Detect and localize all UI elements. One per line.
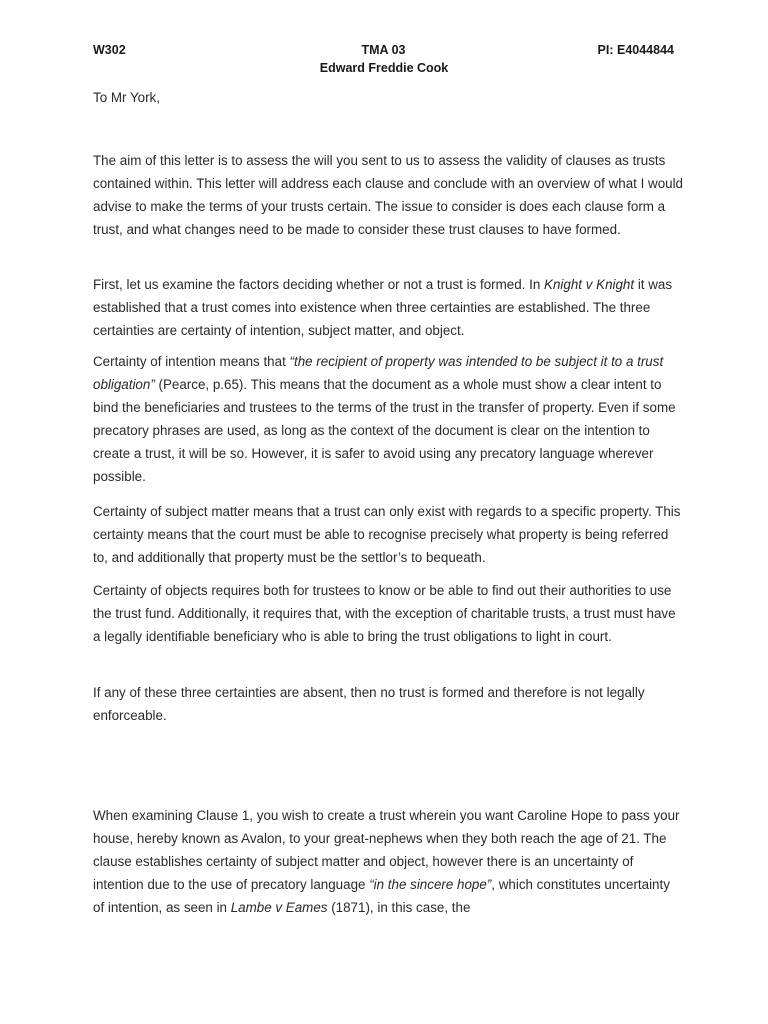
salutation [93,86,683,109]
paragraph-text: First, let us examine the factors deciding whether or not a trust is formed. In Knight v Knight it was established that a trust comes into existence when three certainties are established. The three certainties are certainty of intention, subject matter, and object. [93,277,673,338]
personal-identifier: PI: E4044844 [597,43,674,57]
paragraph-text: When examining Clause 1, you wish to create a trust wherein you want Caroline Hope to pass your house, hereby known as Avalon, to your great-nephews when they both reach the age of 21. The clause establishes certainty of subject matter and object, however there is an uncertainty of intention due to the use of precatory language “in the sincere hope”, which constitutes uncertainty of intention, as seen in Lambe v Eames (1871), in this case, the [93,808,680,915]
paragraph-text: Certainty of objects requires both for trustees to know or be able to find out their authorities to use the trust fund. Additionally, it requires that, with the exception of charitable trusts, a trust must have a legally identifiable beneficiary who is able to bring the trust obligations to light in court. [93,583,676,644]
paragraph-subject-matter [93,500,683,569]
quotation: “the recipient of property was intended to be subject it to a trust obligation” [93,354,664,392]
course-code: W302 [93,43,126,57]
paragraph-text: If any of these three certainties are absent, then no trust is formed and therefore is not legally enforceable. [93,685,645,723]
paragraph-objects [93,579,683,648]
quotation: “in the sincere hope” [369,877,492,892]
assignment-id: TMA 03 [361,43,406,57]
paragraph-intro [93,149,683,241]
paragraph-clause-1 [93,804,683,919]
paragraph-intention [93,350,683,488]
paragraph-absent-certainties [93,681,683,727]
salutation-text: To Mr York, [93,90,160,105]
paragraph-text: Certainty of intention means that “the recipient of property was intended to be subject it to a trust obligation” (Pearce, p.65). This means that the document as a whole must show a clear intent to bind the beneficiaries and trustees to the terms of the trust in the transfer of property. Even if some precatory phrases are used, as long as the context of the document is clear on the intention to create a trust, it will be so. However, it is safer to avoid using any precatory language wherever possible. [93,354,676,484]
paragraph-text: The aim of this letter is to assess the will you sent to us to assess the validity of clauses as trusts contained within. This letter will address each clause and conclude with an overview of what I would advise to make the terms of your trusts certain. The issue to consider is does each clause form a trust, and what changes need to be made to consider these trust clauses to have formed. [93,153,684,237]
author-name: Edward Freddie Cook [319,61,449,75]
case-name: Lambe v Eames [230,900,328,915]
paragraph-three-certainties [93,273,683,342]
paragraph-text: Certainty of subject matter means that a trust can only exist with regards to a specific property. This certainty means that the court must be able to recognise precisely what property is being referred to, and additionally that property must be the settlor’s to bequeath. [93,504,681,565]
page-header [93,43,674,59]
case-name: Knight v Knight [544,277,635,292]
